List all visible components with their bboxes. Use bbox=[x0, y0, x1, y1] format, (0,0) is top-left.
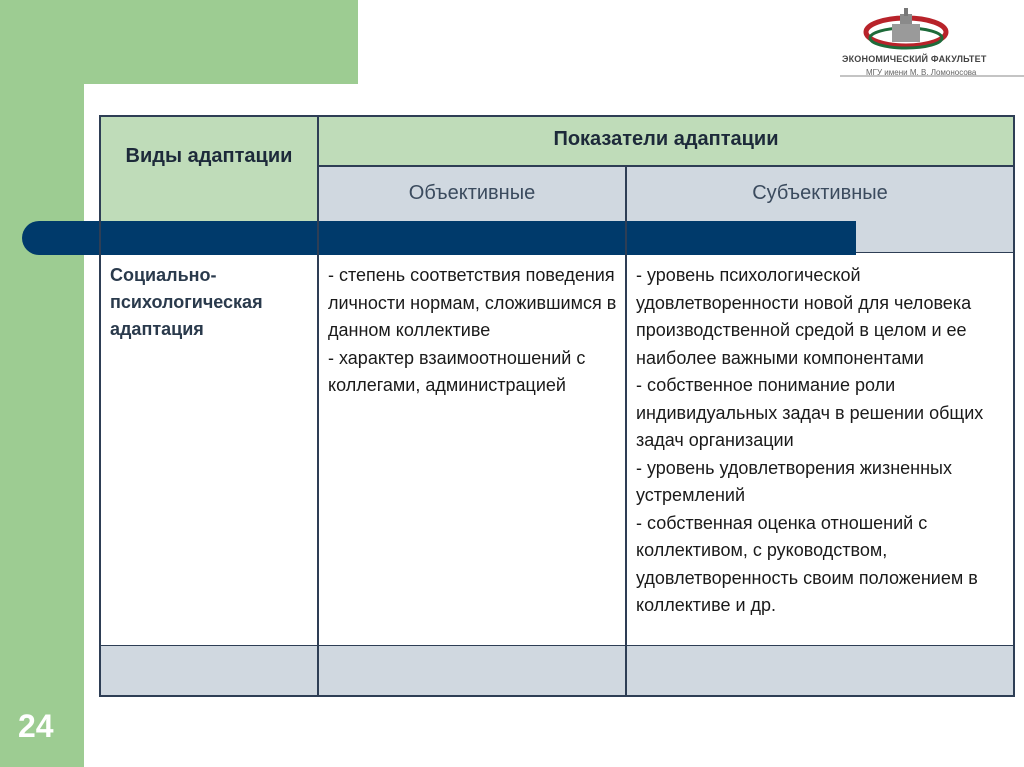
row-adaptation-type: Социально-психологическая адаптация bbox=[110, 265, 263, 339]
table-line-header-split bbox=[318, 165, 1014, 167]
column-subjective: Субъективные bbox=[752, 182, 888, 204]
table-line-col2 bbox=[625, 166, 627, 697]
table-line-row-bottom bbox=[100, 645, 1014, 646]
left-green-band bbox=[0, 0, 84, 767]
faculty-name: ЭКОНОМИЧЕСКИЙ ФАКУЛЬТЕТ bbox=[842, 54, 987, 64]
top-green-band bbox=[0, 0, 358, 84]
table-border-bottom bbox=[99, 695, 1015, 697]
header-types: Виды адаптации bbox=[125, 145, 293, 167]
header-subjective-cell-tail bbox=[856, 221, 1014, 253]
table-line-header-bottom bbox=[856, 252, 1014, 253]
objective-indicators-text: - степень соответствия поведения личности нормам, сложившимся в данном коллективе - характер взаимоотношений с коллегами, администрацией bbox=[328, 265, 617, 395]
table-border-left bbox=[99, 115, 101, 697]
table-border-top bbox=[99, 115, 1015, 117]
header-indicators: Показатели адаптации bbox=[553, 128, 779, 150]
subjective-indicators-text: - уровень психологической удовлетворенности новой для человека производственной средой в целом и ее наиболее важными компонентами - собственное понимание роли индивидуальных задач в решении общих задач организации - уровень удовлетворения жизненных устремлений - собственная оценка отношений с коллективом, с руководством, удовлетворенность своим положением в коллективе и др. bbox=[636, 265, 984, 615]
page-number: 24 bbox=[18, 708, 54, 744]
column-objective: Объективные bbox=[408, 182, 536, 204]
university-name: МГУ имени М. В. Ломоносова bbox=[866, 68, 977, 77]
navy-accent-bar bbox=[22, 221, 856, 255]
empty-footer-row bbox=[100, 646, 1014, 696]
